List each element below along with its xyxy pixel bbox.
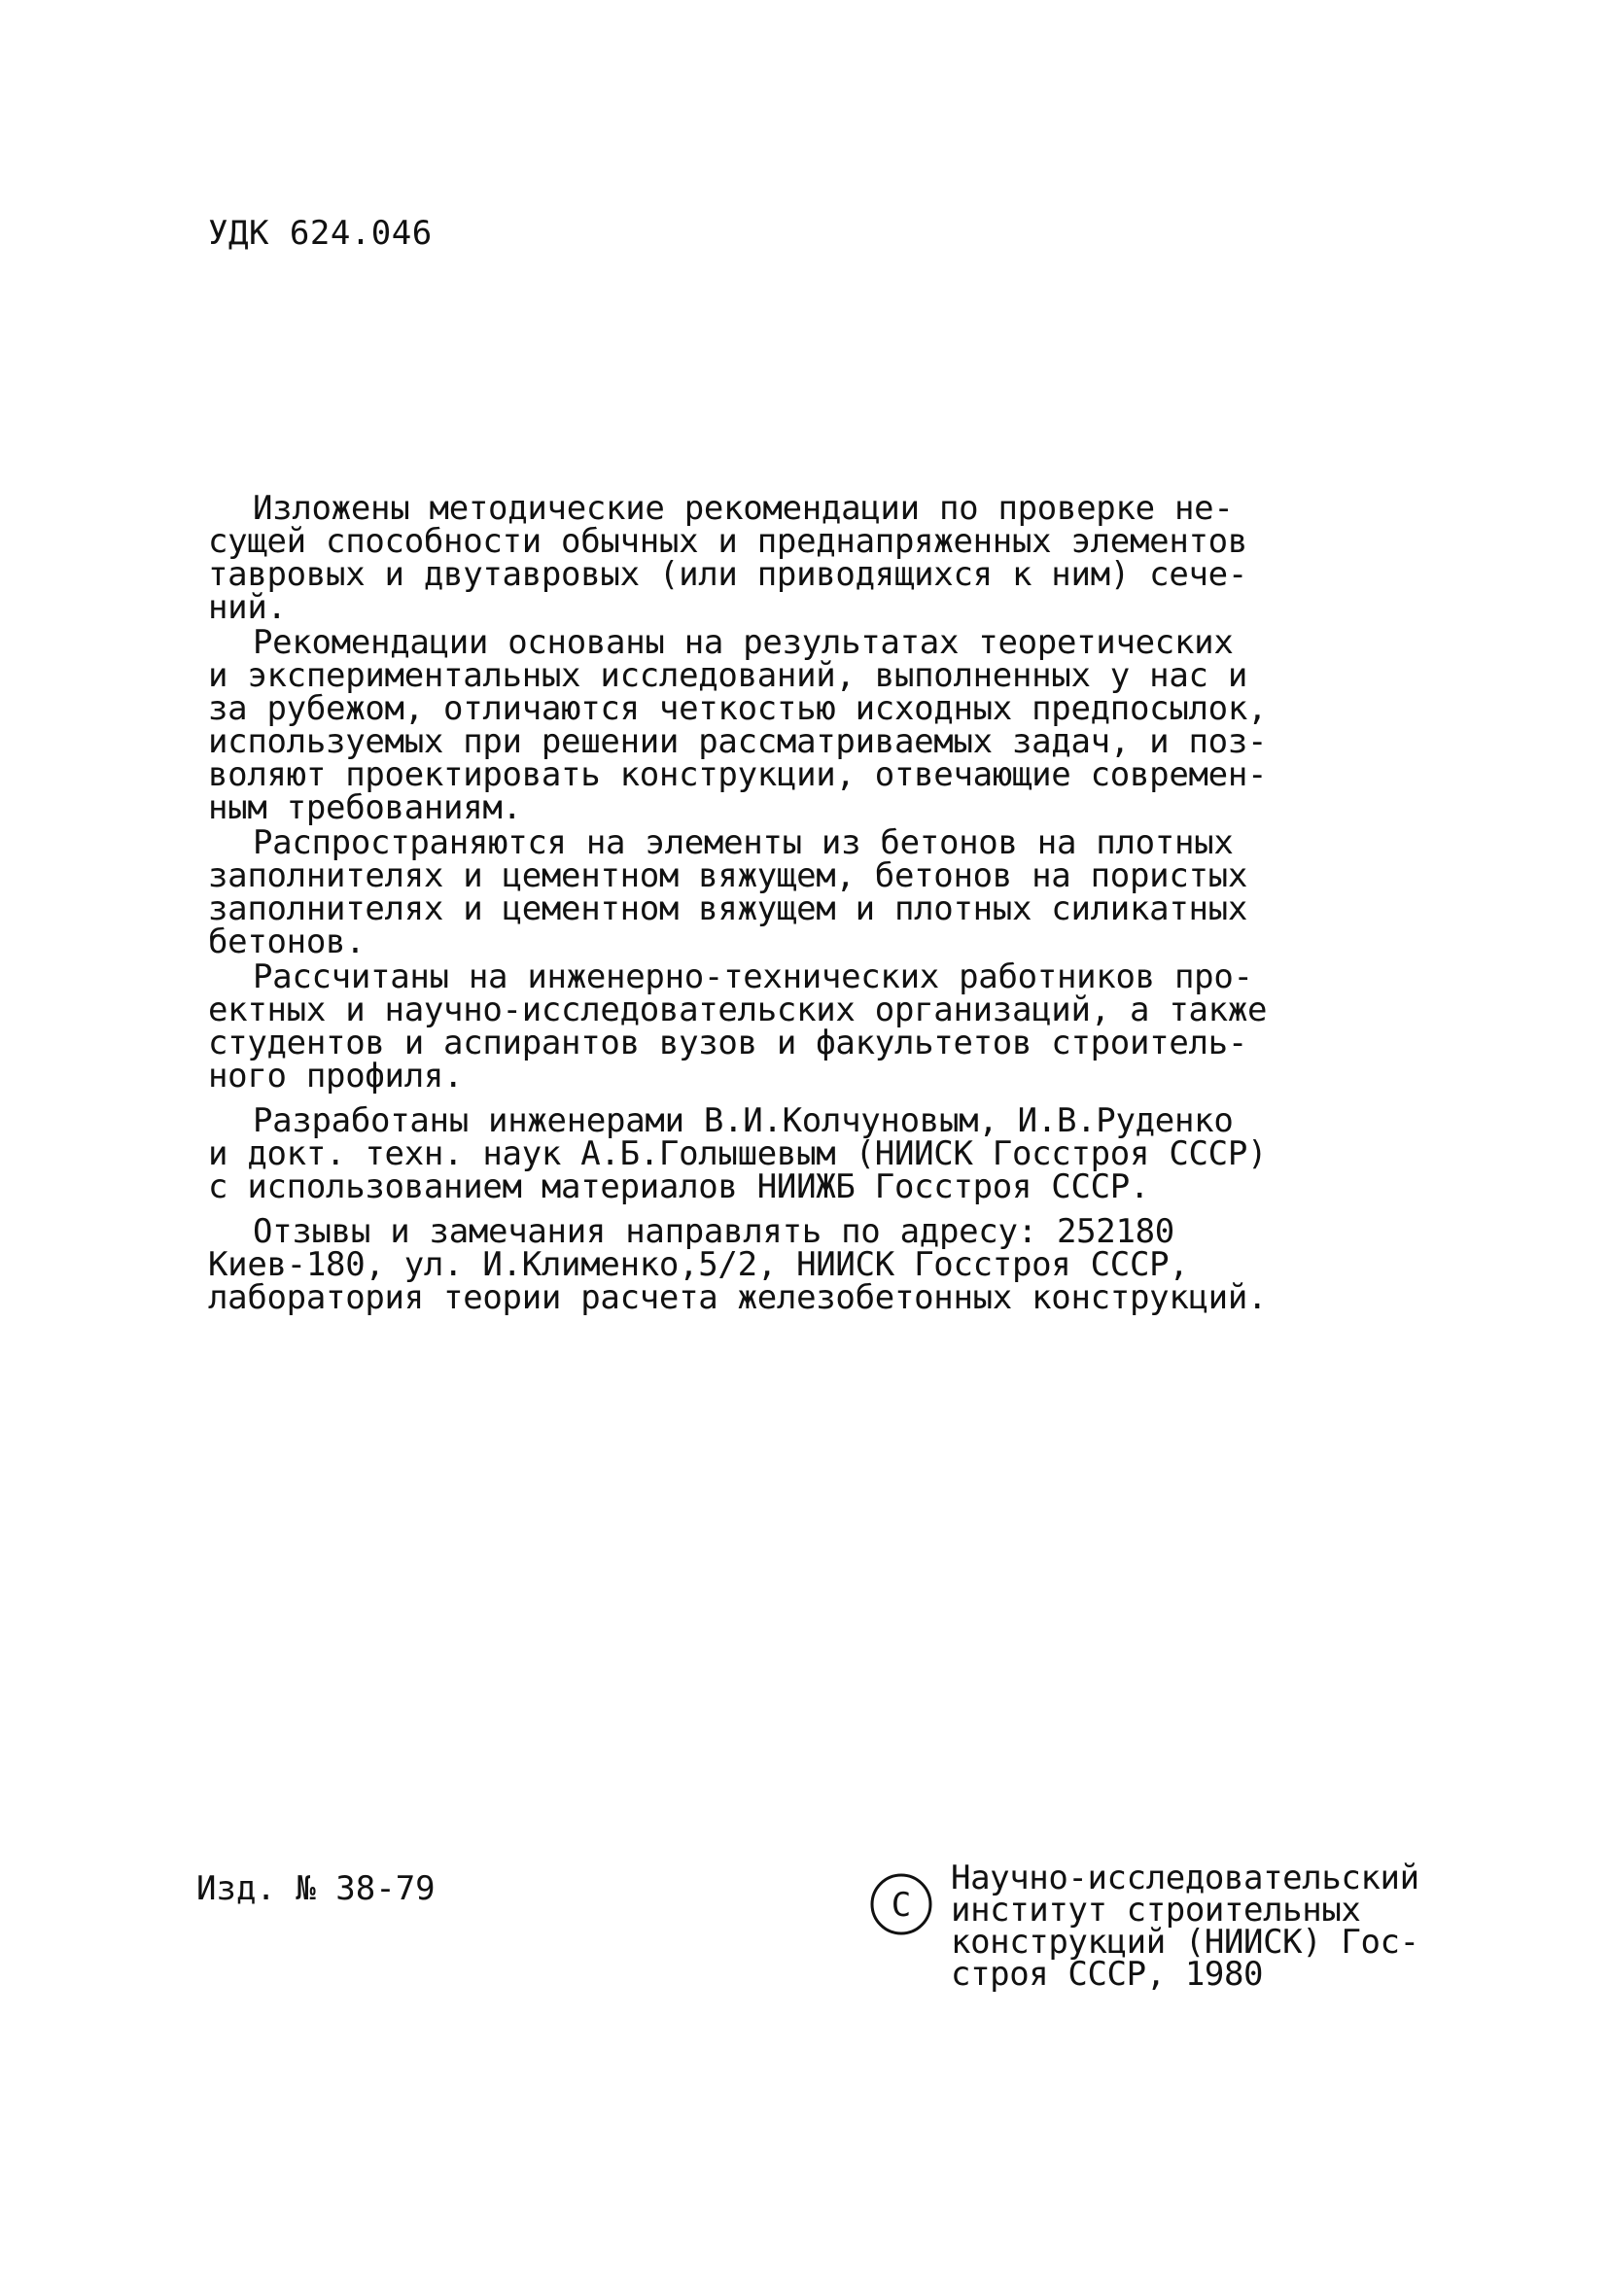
text-line: строя СССР, 1980 — [951, 1955, 1264, 1994]
paragraph-summary — [208, 489, 1336, 627]
udk-code: УДК 624.046 — [208, 214, 433, 253]
text-line: Киев-180, ул. И.Клименко,5/2, НИИСК Госстроя СССР, — [208, 1245, 1189, 1284]
text-line: тавровых и двутавровых (или приводящихся к ним) сече- — [208, 555, 1247, 594]
text-line: ний. — [208, 588, 287, 627]
publication-number: Изд. № 38-79 — [196, 1869, 436, 1908]
copyright-block — [867, 1859, 1470, 2028]
copyright-symbol: C — [891, 1886, 912, 1925]
text-line: и экспериментальных исследований, выполненных у нас и — [208, 656, 1247, 695]
text-line: Распространяются на элементы из бетонов на плотных — [253, 823, 1234, 862]
paragraph-scope — [208, 823, 1336, 961]
paragraph-feedback-address — [208, 1212, 1336, 1317]
text-line: Рассчитаны на инженерно-технических работников про- — [253, 957, 1253, 996]
text-line: Научно-исследовательский — [951, 1859, 1419, 1897]
annotation-text — [208, 489, 1336, 1317]
text-line: Изложены методические рекомендации по проверке не- — [253, 489, 1234, 528]
text-line: за рубежом, отличаются четкостью исходных предпосылок, — [208, 689, 1268, 728]
text-line: используемых при решении рассматриваемых задач, и поз- — [208, 722, 1268, 761]
text-line: воляют проектировать конструкции, отвечающие современ- — [208, 755, 1268, 794]
text-line: ектных и научно-исследовательских организаций, а также — [208, 991, 1268, 1029]
paragraph-audience — [208, 957, 1336, 1096]
text-line: заполнителях и цементном вяжущем, бетонов на пористых — [208, 856, 1247, 895]
text-line: лаборатория теории расчета железобетонных конструкций. — [208, 1278, 1268, 1317]
text-line: конструкций (НИИСК) Гос- — [951, 1923, 1419, 1962]
text-line: с использованием материалов НИИЖБ Госстроя СССР. — [208, 1167, 1150, 1206]
text-line: ным требованиям. — [208, 788, 522, 827]
text-line: ного профиля. — [208, 1057, 464, 1096]
text-line: Рекомендации основаны на результатах теоретических — [253, 623, 1234, 662]
text-line: заполнителях и цементном вяжущем и плотных силикатных — [208, 889, 1247, 928]
text-line: Отзывы и замечания направлять по адресу: 252180 — [253, 1212, 1174, 1251]
paragraph-authors — [208, 1101, 1336, 1206]
text-line: и докт. техн. наук А.Б.Голышевым (НИИСК Госстроя СССР) — [208, 1134, 1268, 1173]
text-line: Разработаны инженерами В.И.Колчуновым, И.В.Руденко — [253, 1101, 1234, 1140]
text-line: институт строительных — [951, 1891, 1361, 1930]
text-line: студентов и аспирантов вузов и факультетов строитель- — [208, 1024, 1247, 1062]
copyright-icon — [867, 1870, 935, 1938]
paragraph-basis — [208, 623, 1336, 827]
text-line: бетонов. — [208, 922, 366, 961]
copyright-holder — [951, 1859, 1466, 1994]
text-line: сущей способности обычных и преднапряженных элементов — [208, 522, 1247, 561]
